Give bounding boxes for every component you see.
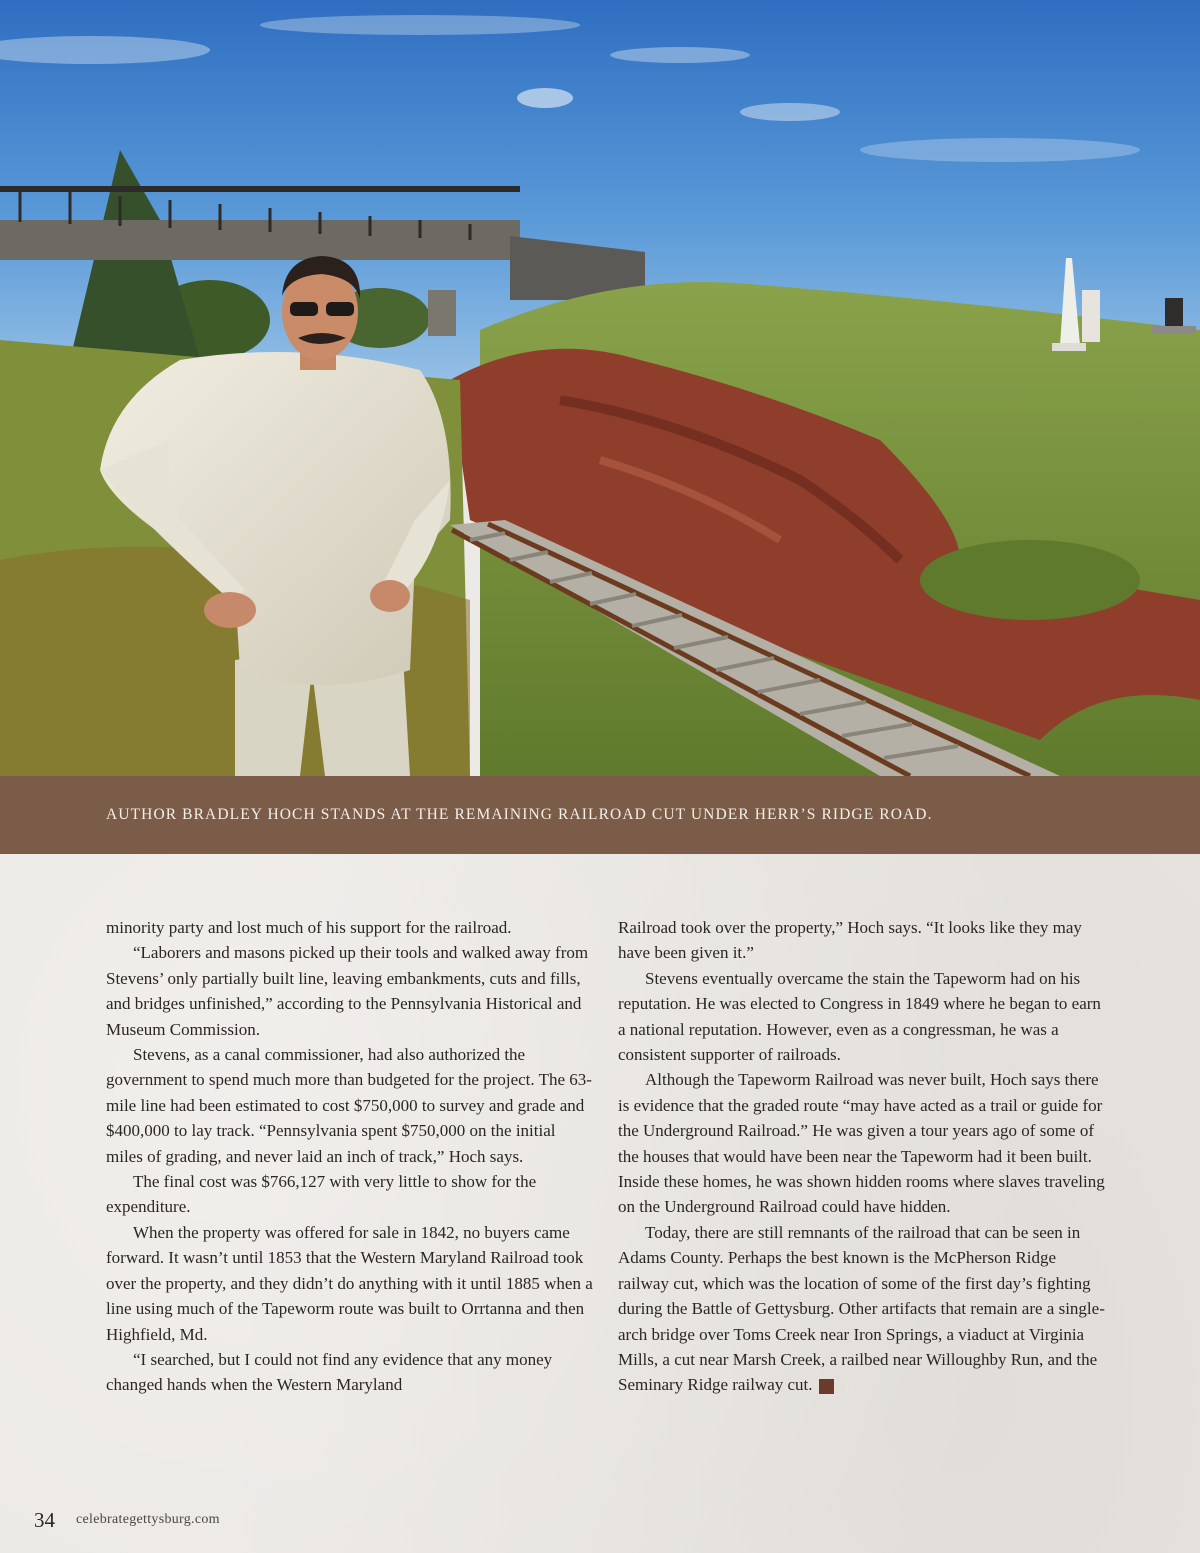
paragraph: “I searched, but I could not find any evidence that any money changed hands when the Western Maryland xyxy=(106,1349,553,1395)
caption-bar xyxy=(0,776,1200,854)
paragraph: minority party and lost much of his support for the railroad. xyxy=(106,918,512,937)
paragraph: Stevens eventually overcame the stain the Tapeworm had on his reputation. He was elected to Congress in 1849 where he began to earn a national reputation. However, even as a congressman, he was a consistent supporter of railroads. xyxy=(618,968,1101,1065)
article-column-left xyxy=(106,915,596,1398)
paragraph xyxy=(618,1220,1108,1398)
paragraph: Stevens, as a canal commissioner, had also authorized the government to spend much more than budgeted for the project. The 63-mile line had been estimated to cost $750,000 to survey and grade and $400,000 to lay track. “Pennsylvania spent $750,000 on the initial miles of grading, and never laid an inch of track,” Hoch says. xyxy=(106,1045,592,1166)
page-number: 34 xyxy=(34,1508,55,1532)
paragraph: The final cost was $766,127 with very little to show for the expenditure. xyxy=(106,1172,537,1217)
article-column-right xyxy=(618,915,1108,1398)
paragraph: Railroad took over the property,” Hoch says. “It looks like they may have been given it.” xyxy=(618,918,1082,963)
paragraph: Although the Tapeworm Railroad was never built, Hoch says there is evidence that the graded route “may have acted as a trail or guide for the Underground Railroad.” He was given a tour years ago of some of the houses that would have been near the Tapeworm had it been built. Inside these homes, he was shown hidden rooms where slaves traveling on the Underground Railroad could have hidden. xyxy=(618,1070,1105,1217)
article-photo xyxy=(0,0,1200,776)
site-url: celebrategettysburg.com xyxy=(76,1512,220,1527)
paragraph-text: Today, there are still remnants of the railroad that can be seen in Adams County. Perhaps the best known is the McPherson Ridge railway cut, which was the location of some of the first day’s fighting during the Battle of Gettysburg. Other artifacts that remain are a single-arch bridge over Toms Creek near Iron Springs, a viaduct at Virginia Mills, a cut near Marsh Creek, a railbed near Willoughby Run, and the Seminary Ridge railway cut. xyxy=(618,1222,1105,1395)
paragraph: When the property was offered for sale in 1842, no buyers came forward. It wasn’t until 1853 that the Western Maryland Railroad took over the property, and they didn’t do anything with it until 1885 when a line using much of the Tapeworm route was built to Orrtanna and then Highfield, Md. xyxy=(106,1222,593,1344)
paragraph: “Laborers and masons picked up their tools and walked away from Stevens’ only partially built line, leaving embankments, cuts and fills, and bridges unfinished,” according to the Pennsylvania Historical and Museum Commission. xyxy=(106,943,589,1039)
end-mark-icon: G xyxy=(819,1379,834,1394)
photo-caption: AUTHOR BRADLEY HOCH STANDS AT THE REMAINING RAILROAD CUT UNDER HERR’S RIDGE ROAD. xyxy=(106,806,933,823)
